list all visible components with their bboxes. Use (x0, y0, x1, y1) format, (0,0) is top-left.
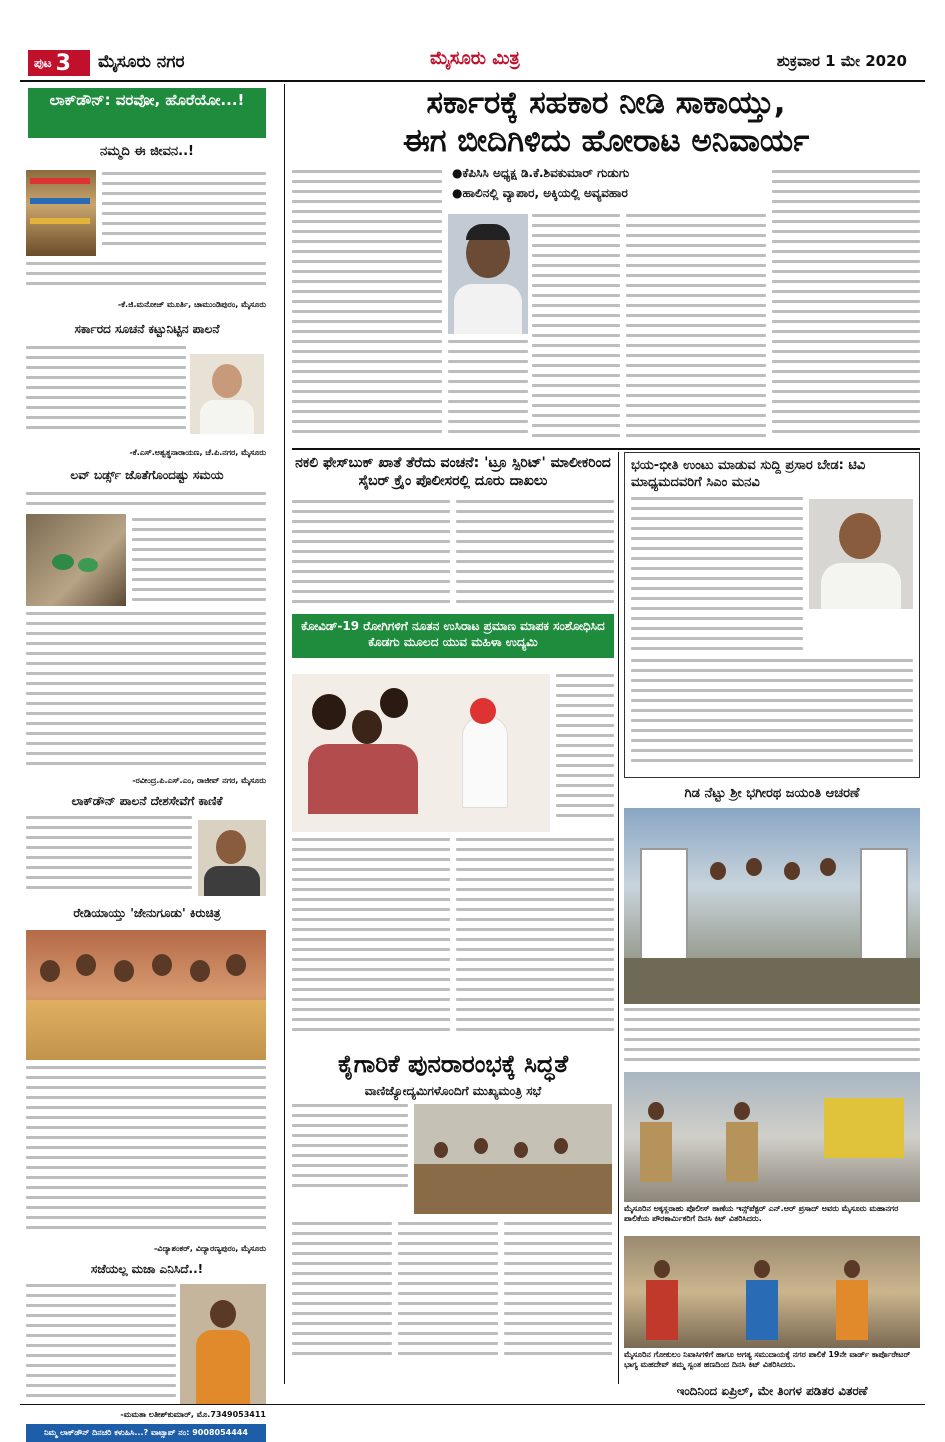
entrepreneur-product-photo (292, 674, 550, 832)
bookshelf-photo (26, 170, 96, 256)
industry-subhead: ವಾಣಿಜ್ಯೋದ್ಯಮಿಗಳೊಂದಿಗೆ ಮುಖ್ಯಮಂತ್ರಿ ಸಭೆ (364, 1084, 542, 1098)
fear-text-col1 (631, 497, 803, 657)
cm-meeting-photo (414, 1104, 612, 1214)
industry-text-col3 (504, 1222, 612, 1362)
police-caption: ಮೈಸೂರಿನ ಅಕ್ಕಸ್ಲರಾಹು ಪೊಲೀಸ್ ಠಾಣೆಯ ಇನ್ಸ್‌ಪೆಕ್ಟರ್ ಎನ್.ಆರ್ ಪ್ರಸಾದ್ ಅವರು ಮೈಸೂರು ಮಹಾನಗರ ಪಾಲಿಕೆಯ ಪೌರಕಾರ್ಮಿಕರಿಗೆ ದಿನಸಿ ಕಿಟ್ ವಿತರಿಸಿದರು. (624, 1204, 899, 1223)
facebook-text-col1 (292, 500, 450, 610)
story3-byline: -ರವೀಂದ್ರ.ಪಿ.ಎಸ್.ಎಂ, ರಾಜೀವ್ ನಗರ, ಮೈಸೂರು (132, 776, 266, 785)
lead-text-col1 (292, 170, 442, 446)
facebook-text-col2 (456, 500, 614, 610)
story3-text-top (26, 492, 266, 514)
page-number: 3 (55, 50, 71, 76)
facebook-headline: ನಕಲಿ ಫೇಸ್‌ಬುಕ್ ಖಾತೆ ತೆರೆದು ವಂಚನೆ: 'ಟ್ರೂ ಸ್ಪಿರಿಟ್' ಮಾಲೀಕರಿಂದ ಸೈಬರ್ ಕ್ರೈಂ ಪೊಲೀಸರಲ್ಲಿ ದೂರು ದಾಖಲು (295, 455, 611, 489)
story4-title: ಲಾಕ್‌ಡೌನ್ ಪಾಲನೆ ದೇಶಸೇವೆಗೆ ಕಾಣಿಕೆ (71, 794, 223, 808)
story4-text (26, 816, 192, 900)
industry-headline: ಕೈಗಾರಿಕೆ ಪುನರಾರಂಭಕ್ಕೆ ಸಿದ್ಧತೆ (337, 1050, 569, 1078)
lead-text-col3 (626, 214, 766, 446)
page-label: ಪುಟ (34, 55, 52, 70)
page-number-badge (28, 50, 90, 76)
covid-text-side (556, 674, 614, 832)
industry-text-col2 (398, 1222, 498, 1362)
story3-text-cont (26, 612, 266, 776)
page-header (20, 44, 925, 82)
covid-text-col1 (292, 838, 450, 1044)
cm-portrait-photo (809, 499, 913, 609)
lead-headline-2: ಈಗ ಬೀದಿಗಿಳಿದು ಹೋರಾಟ ಅನಿವಾರ್ಯ (402, 123, 810, 159)
story5-title: ರೇಡಿಯಾಯ್ತು 'ಜೇನುಗೂಡು' ಕಿರುಚಿತ್ರ (73, 906, 221, 920)
fear-headline: ಭಯ-ಭೀತಿ ಉಂಟು ಮಾಡುವ ಸುದ್ದಿ ಪ್ರಸಾರ ಬೇಡ: ಟಿವಿ ಮಾಧ್ಯಮದವರಿಗೆ ಸಿಎಂ ಮನವಿ (631, 458, 866, 490)
story2-byline: -ಕೆ.ಎಸ್.ಅಶ್ವತ್ಥನಾರಾಯಣ, ಚೆ.ಪಿ.ನಗರ, ಮೈಸೂರು (129, 448, 266, 457)
covid-text-col2 (456, 838, 614, 1044)
story5-text (26, 1066, 266, 1238)
plant-text (624, 1008, 920, 1068)
industry-text-lead (292, 1104, 408, 1200)
woman-cooking-photo (180, 1284, 266, 1404)
masthead: ಮೈಸೂರು ಮಿತ್ರ (430, 48, 520, 69)
story2-text (26, 346, 186, 442)
story6-title: ಸಜೆಯಲ್ಲ ಮಜಾ ಎನಿಸಿದೆ..! (90, 1262, 204, 1276)
story1-text (102, 172, 266, 256)
story1-title: ನಮ್ಮದಿ ಈ ಜೀವನ..! (100, 144, 194, 159)
industry-text-col1 (292, 1222, 392, 1362)
column-divider (284, 84, 285, 1384)
lead-kicker-2: ●ಹಾಲಿನಲ್ಲಿ ವ್ಯಾಪಾರ, ಅಕ್ಕಿಯಲ್ಲಿ ಅವ್ಯವಹಾರ (452, 186, 628, 200)
story2-title: ಸರ್ಕಾರದ ಸೂಚನೆ ಕಟ್ಟುನಿಟ್ಟಿನ ಪಾಲನೆ (74, 322, 220, 336)
lead-bottom-rule (292, 448, 920, 450)
issue-date: ಶುಕ್ರವಾರ 1 ಮೇ 2020 (776, 52, 907, 70)
dk-shivakumar-photo (448, 214, 528, 334)
police-kit-photo (624, 1072, 920, 1202)
lead-headline-block (292, 84, 920, 162)
fear-story-box (624, 452, 920, 778)
footer-note: ನಿಮ್ಮ ಲಾಕ್‌ಡೌನ್ ದಿನಚರಿ ಕಳುಹಿಸಿ...? ವಾಟ್ಸಾಪ್ ನಂ: 9008054444 (26, 1424, 266, 1442)
story6-byline: -ಮಮತಾ ಲತೀಶ್‌ಕುಮಾರ್, ಮೊ.7349053411 (120, 1410, 266, 1419)
lead-kicker-1: ●ಕೆಪಿಸಿಸಿ ಅಧ್ಯಕ್ಷ ಡಿ.ಕೆ.ಶಿವಕುಮಾರ್ ಗುಡುಗು (452, 166, 630, 180)
fear-text-col2 (631, 659, 913, 771)
left-column (20, 84, 282, 1437)
plant-ceremony-photo (624, 808, 920, 1004)
right-column-divider (618, 452, 619, 1384)
elderly-man-photo (190, 354, 264, 434)
lead-text-col4 (772, 170, 920, 446)
covid-headline: ಕೋವಿಡ್-19 ರೋಗಿಗಳಿಗೆ ನೂತನ ಉಸಿರಾಟ ಪ್ರಮಾಣ ಮಾಪಕ ಸಂಶೋಧಿಸಿದ ಕೊಡಗು ಮೂಲದ ಯುವ ಮಹಿಳಾ ಉದ್ಯಮಿ (292, 614, 614, 658)
lead-text-col2 (532, 214, 620, 446)
story3-text (132, 518, 266, 608)
header-rule (20, 80, 925, 82)
family-group-photo (26, 930, 266, 1060)
story3-title: ಲವ್ ಬರ್ಡ್ಸ್ ಜೊತೆಗೊಂದಷ್ಟು ಸಮಯ (70, 468, 224, 482)
story1-text-cont (26, 262, 266, 296)
lovebirds-photo (26, 514, 126, 606)
story5-byline: -ವಿದ್ಯಾಶಂಕರ್, ವಿದ್ಯಾರಣ್ಯಪುರಂ, ಮೈಸೂರು (153, 1244, 266, 1253)
ration-headline: ಇಂದಿನಿಂದ ಏಪ್ರಿಲ್, ಮೇ ತಿಂಗಳ ಪಡಿತರ ವಿತರಣೆ (676, 1384, 868, 1398)
man-portrait-photo (198, 820, 266, 896)
section-name: ಮೈಸೂರು ನಗರ (98, 52, 185, 72)
story6-text (26, 1284, 176, 1404)
lockdown-box-title: ಲಾಕ್‌ಡೌನ್: ವರವೋ, ಹೊರೆಯೋ...! (28, 88, 266, 138)
corporator-caption: ಮೈಸೂರಿನ ಗೋಕುಲಂ ನಿವಾಸಿಗಳಿಗೆ ಹಾಗೂ ಅಗತ್ಯ ಸಮುದಾಯಕ್ಕೆ ನಗರ ಪಾಲಿಕೆ 19ನೇ ವಾರ್ಡ್ ಕಾರ್ಪೊರೇಟರ್ ಭಾಗ್ಯ ಮಹದೇವ್ ತಮ್ಮ ಸ್ವಂತ ಹಣದಿಂದ ದಿನಸಿ ಕಿಟ್ ವಿತರಿಸಿದರು. (624, 1350, 911, 1369)
page-bottom-rule (20, 1404, 925, 1405)
plant-headline: ಗಿಡ ನೆಟ್ಟು ಶ್ರೀ ಭಗೀರಥ ಜಯಂತಿ ಆಚರಣೆ (684, 786, 860, 801)
lead-headline-1: ಸರ್ಕಾರಕ್ಕೆ ಸಹಕಾರ ನೀಡಿ ಸಾಕಾಯ್ತು, (426, 85, 786, 121)
corporator-kit-photo (624, 1236, 920, 1348)
lead-text-col2b (448, 340, 528, 446)
story1-byline: -ಕೆ.ಜಿ.ಮನೋಜ್ ಮೂರ್ತಿ, ಚಾಮುಂಡಿಪುರಂ, ಮೈಸೂರು (117, 300, 266, 309)
